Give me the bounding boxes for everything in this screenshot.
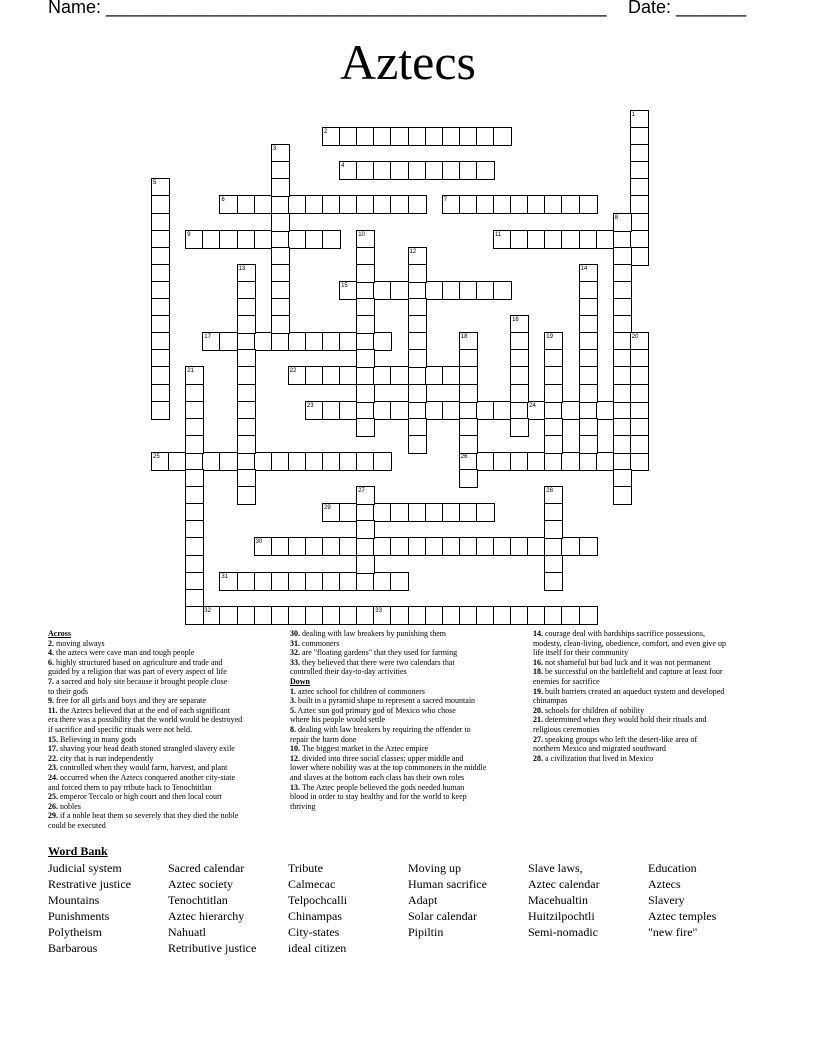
clue-number: 12 (409, 248, 417, 255)
clue-number: 19. (533, 686, 543, 696)
clue-text: moving always (54, 638, 105, 648)
grid-cell[interactable] (630, 384, 649, 403)
clue-line (290, 763, 528, 773)
clue-line (48, 639, 283, 649)
clue-text: thriving (290, 801, 316, 811)
word-bank-item: Pipiltin (408, 925, 444, 939)
page-title: Aztecs (339, 34, 477, 90)
word-bank-item: Tenochtitlan (168, 893, 228, 907)
clue-line (290, 792, 528, 802)
grid-cell[interactable] (356, 264, 375, 283)
clue-line (533, 629, 768, 639)
clue-line (290, 648, 528, 658)
word-bank-item: Slavery (648, 893, 685, 907)
grid-cell[interactable] (356, 555, 375, 574)
grid-cell[interactable] (271, 213, 290, 232)
clue-line (48, 725, 283, 735)
word-bank-item: Aztec hierarchy (168, 909, 245, 923)
clue-number: 31. (290, 638, 300, 648)
word-bank-item: Huitzilpochtli (528, 909, 595, 923)
clue-line (48, 811, 283, 821)
clue-text: life itself for their community (533, 648, 629, 658)
clue-number: 8. (290, 724, 296, 734)
clue-number: 29. (48, 811, 58, 821)
grid-cell[interactable] (579, 384, 598, 403)
grid-cell[interactable] (544, 435, 563, 454)
clue-text: commoners (300, 638, 340, 648)
grid-cell[interactable] (459, 435, 478, 454)
word-bank-column (648, 860, 716, 940)
clue-line (533, 667, 768, 677)
word-bank-item: Punishments (48, 909, 110, 923)
word-bank-item: Semi-nomadic (528, 925, 598, 939)
grid-cell[interactable] (356, 418, 375, 437)
grid-cell[interactable] (373, 332, 392, 351)
clue-section-heading (48, 629, 283, 639)
word-bank-column (288, 860, 347, 956)
clue-number: 27 (358, 488, 365, 495)
grid-cell[interactable] (373, 452, 392, 471)
clue-text: if a noble beat them so severely that they died the noble (58, 811, 239, 821)
clue-line (48, 744, 283, 754)
clue-number: 22. (48, 753, 58, 763)
clue-number: 28. (533, 753, 543, 763)
word-bank-item: Slave laws, (528, 861, 583, 875)
clue-text: The Aztec people believed the gods needed human (300, 782, 465, 792)
clue-number: 24. (48, 772, 58, 782)
clue-text: repair the harm done (290, 734, 357, 744)
clue-line (533, 658, 768, 668)
clue-number: 27. (533, 734, 543, 744)
clue-line (290, 744, 528, 754)
clue-text: where his people would settle (290, 715, 386, 725)
clue-text: they believed that there were two calendars that (300, 657, 455, 667)
clue-number: 26 (460, 453, 468, 460)
clue-number: 29 (324, 505, 331, 512)
word-bank-item: Mountains (48, 893, 100, 907)
clue-number: 8 (614, 214, 619, 221)
clue-number: 17. (48, 744, 58, 754)
clue-number: 20 (631, 334, 639, 341)
clue-text: be successful on the battlefield and capture at least four (543, 667, 723, 677)
clue-line (533, 696, 768, 706)
word-bank-column (528, 860, 600, 940)
word-bank-item: Nahuatl (168, 925, 206, 939)
clue-text: built barriers created an aqueduct system and developed (543, 686, 725, 696)
clue-text: religious ceremonies (533, 724, 600, 734)
clue-line (48, 667, 283, 677)
clue-text: lower where nobility was at the top commoners in the middle (290, 763, 487, 773)
word-bank-item: Barbarous (48, 941, 98, 955)
word-bank-item: Aztec calendar (528, 877, 600, 891)
clue-line (290, 715, 528, 725)
clue-line (290, 629, 528, 639)
clue-text: and slaves at the bottom each class has their own roles (290, 772, 465, 782)
clue-number: 5 (153, 180, 157, 187)
clue-line (533, 687, 768, 697)
clue-number: 21 (187, 368, 194, 375)
name-blank[interactable]: __________________________________________________ (106, 0, 607, 17)
word-bank-item: Telpochcalli (288, 893, 348, 907)
word-bank-item: Education (648, 861, 697, 875)
clue-line (533, 706, 768, 716)
grid-cell[interactable] (185, 606, 204, 625)
grid-cell[interactable] (408, 195, 427, 214)
word-bank-item: Aztec society (168, 877, 233, 891)
clue-text: and forced them to pay tribute back to Tenochtitlan (48, 782, 212, 792)
clue-line (48, 792, 283, 802)
word-bank-item: Chinampas (288, 909, 342, 923)
clue-text: built in a pyramid shape to represent a sacred mountain (296, 696, 476, 706)
clue-text: enemies for sacrifice (533, 676, 600, 686)
clue-line (290, 687, 528, 697)
clue-line (290, 706, 528, 716)
clue-number: 11. (48, 705, 58, 715)
clue-line (48, 754, 283, 764)
grid-cell[interactable] (493, 281, 512, 300)
clue-text: nobles (58, 801, 81, 811)
word-bank-item: Retributive justice (168, 941, 257, 955)
clue-line (290, 658, 528, 668)
clue-number: 12. (290, 753, 300, 763)
clue-text: courage deal with hardships sacrifice possessions, (543, 629, 705, 638)
clue-line (48, 658, 283, 668)
grid-cell[interactable] (408, 349, 427, 368)
clue-number: 2 (324, 129, 328, 135)
clue-number: 5. (290, 705, 296, 715)
clue-number: 13 (238, 265, 246, 272)
clue-text: modesty, clean-living, obedience, comfort, and even give up (533, 638, 726, 648)
clue-text: a sacred and holy site because it brought people close (54, 676, 228, 686)
clue-text: speaking groups who left the desert-like area of (543, 734, 698, 744)
clue-text: dealing with law breakers by punishing them (300, 629, 446, 638)
clue-line (48, 821, 283, 831)
clue-text: could be executed (48, 820, 106, 830)
grid-cell[interactable] (510, 384, 529, 403)
clue-number: 14. (533, 629, 543, 638)
clue-number: 25 (153, 453, 160, 460)
clue-line (48, 715, 283, 725)
clue-text: free for all girls and boys and they are separate (54, 696, 206, 706)
grid-cell[interactable] (271, 178, 290, 197)
name-label: Name: (48, 0, 107, 17)
clue-number: 32. (290, 648, 300, 658)
grid-cell[interactable] (271, 315, 290, 334)
clue-number: 10. (290, 744, 300, 754)
clue-text: chinampas (533, 696, 568, 706)
grid-cell[interactable] (544, 384, 563, 403)
date-blank[interactable]: _______ (676, 0, 747, 17)
grid-cell[interactable] (185, 435, 204, 454)
clue-number: 9 (187, 231, 191, 238)
word-bank-column (408, 860, 487, 940)
clue-text: occurred when the Aztecs conquered another city-state (58, 772, 236, 782)
clue-text: are "floating gardens" that they used for farming (300, 648, 458, 658)
clue-text: emperor Teccalo or high court and then local court (58, 792, 222, 802)
clue-text: controlled their day-to-day activities (290, 667, 407, 677)
clue-number: 14 (580, 265, 588, 272)
word-bank-item: Macehualtin (528, 893, 588, 907)
clue-text: era there was a possibility that the world would be destroyed (48, 715, 243, 725)
clue-line (290, 802, 528, 812)
grid-cell[interactable] (408, 264, 427, 283)
word-bank-item: Judicial system (48, 861, 122, 875)
clue-number: 24 (529, 402, 536, 409)
clue-number: 7 (443, 197, 448, 204)
word-bank-item: Human sacrifice (408, 877, 487, 891)
clue-text: northern Mexico and migrated southward (533, 744, 666, 754)
clue-text: Believing in many gods (58, 734, 137, 744)
clue-line (533, 677, 768, 687)
clue-text: blood in order to stay healthy and for the world to keep (290, 792, 467, 802)
grid-cell[interactable] (237, 486, 256, 505)
clue-number: 1. (290, 686, 296, 696)
clue-line (48, 773, 283, 783)
word-bank-column (168, 860, 256, 956)
clue-number: 4 (341, 163, 345, 170)
word-bank-item: Aztec temples (648, 909, 717, 923)
clue-number: 30. (290, 629, 300, 638)
clue-number: 11 (495, 231, 502, 238)
clue-number: 10 (358, 231, 365, 238)
clue-line (533, 725, 768, 735)
clue-line (533, 744, 768, 754)
clue-line (533, 639, 768, 649)
clue-number: 16 (512, 317, 519, 324)
clue-text: shaving your head death stoned strangled slavery exile (58, 744, 235, 754)
clue-number: 3. (290, 696, 296, 706)
clue-number: 6. (48, 657, 54, 667)
grid-cell[interactable] (476, 503, 495, 522)
clue-line (290, 639, 528, 649)
clue-text: a civilization that lived in Mexico (543, 753, 654, 763)
clue-text: The biggest market in the Aztec empire (300, 744, 429, 754)
clue-text: controlled when they would farm, harvest, and plant (58, 763, 228, 773)
clue-line (48, 763, 283, 773)
clue-text: to their gods (48, 686, 88, 696)
clue-number: 30 (255, 539, 263, 546)
clue-line (48, 696, 283, 706)
grid-cell[interactable] (579, 195, 598, 214)
clue-number: 20. (533, 705, 543, 715)
grid-cell[interactable] (630, 247, 649, 266)
clue-line (290, 667, 528, 677)
word-bank-item: Tribute (288, 861, 323, 875)
word-bank-item: Polytheism (48, 925, 103, 939)
clue-number: 9. (48, 696, 54, 706)
clue-text: aztec school for children of commoners (296, 686, 425, 696)
clue-number: 1 (631, 111, 636, 118)
word-bank-item: Moving up (408, 861, 462, 875)
grid-cell[interactable] (390, 572, 409, 591)
word-bank-item: Solar calendar (408, 909, 477, 923)
clue-number: 31 (221, 573, 229, 580)
clue-line (48, 735, 283, 745)
clue-text: highly structured based on agriculture and trade and (54, 657, 223, 667)
clues-column-1 (48, 629, 283, 830)
grid-cell[interactable] (630, 435, 649, 454)
clue-line (48, 783, 283, 793)
grid-cell[interactable] (579, 606, 598, 625)
clue-line (48, 706, 283, 716)
clue-number: 33 (375, 607, 382, 614)
clue-section-heading (290, 677, 528, 687)
clue-text: Aztec sun god primary god of Mexico who chose (296, 705, 456, 715)
clue-text: the aztecs were cave man and tough people (54, 648, 195, 658)
clue-number: 16. (533, 657, 543, 667)
grid-cell[interactable] (613, 486, 632, 505)
clue-number: 3 (272, 146, 277, 153)
clue-line (48, 677, 283, 687)
clue-number: 33. (290, 657, 300, 667)
grid-cell[interactable] (356, 384, 375, 403)
grid-cell[interactable] (151, 401, 170, 420)
clues-column-2 (290, 629, 528, 811)
clue-number: 32 (204, 607, 211, 614)
word-bank-item: City-states (288, 925, 340, 939)
grid-cell[interactable] (510, 418, 529, 437)
clue-number: 18 (460, 334, 468, 341)
clue-number: 13. (290, 782, 300, 792)
word-bank-column (48, 860, 131, 956)
grid-cell[interactable] (579, 435, 598, 454)
clue-number: 28 (546, 488, 553, 495)
grid-cell[interactable] (630, 452, 649, 471)
clue-number: 15. (48, 734, 58, 744)
clue-line (533, 715, 768, 725)
grid-cell[interactable] (459, 469, 478, 488)
grid-cell[interactable] (544, 572, 563, 591)
clue-number: 7. (48, 676, 54, 686)
grid-cell[interactable] (493, 127, 512, 146)
word-bank-title: Word Bank (48, 844, 108, 858)
grid-cell[interactable] (237, 435, 256, 454)
grid-cell[interactable] (408, 435, 427, 454)
word-bank-item: Restrative justice (48, 877, 131, 891)
clue-line (290, 725, 528, 735)
grid-cell[interactable] (459, 384, 478, 403)
clue-text: city that is run independently (58, 753, 154, 763)
grid-cell[interactable] (356, 349, 375, 368)
word-bank-item: Adapt (408, 893, 438, 907)
clue-number: 21. (533, 715, 543, 725)
grid-cell[interactable] (579, 537, 598, 556)
clue-line (48, 687, 283, 697)
clue-number: 23 (306, 402, 314, 409)
word-bank-item: "new fire" (648, 925, 698, 939)
grid-cell[interactable] (356, 520, 375, 539)
clue-text: the Aztecs believed that at the end of each significant (57, 705, 230, 715)
clue-number: 25. (48, 792, 58, 802)
clue-number: 23. (48, 763, 58, 773)
word-bank-item: Calmecac (288, 877, 336, 891)
clue-line (290, 754, 528, 764)
grid-cell[interactable] (322, 230, 341, 249)
word-bank-item: ideal citizen (288, 941, 347, 955)
clue-text: schools for children of nobility (543, 705, 645, 715)
grid-cell[interactable] (237, 315, 256, 334)
section-label: Across (48, 629, 71, 638)
clue-line (48, 802, 283, 812)
clue-number: 15 (341, 282, 348, 289)
clue-number: 22 (289, 368, 297, 375)
clue-number: 26. (48, 801, 58, 811)
clue-line (290, 696, 528, 706)
clue-text: divided into three social classes; upper middle and (300, 753, 464, 763)
clue-text: if sacrifice and specific rituals were not held. (48, 724, 192, 734)
clue-line (533, 754, 768, 764)
word-bank-item: Sacred calendar (168, 861, 245, 875)
grid-cell[interactable] (356, 315, 375, 334)
clue-number: 18. (533, 667, 543, 677)
word-bank-item: Aztecs (648, 877, 681, 891)
date-label: Date: (628, 0, 677, 17)
clue-number: 2. (48, 638, 54, 648)
clue-number: 19 (546, 334, 553, 341)
clue-line (533, 648, 768, 658)
clue-text: not shameful but bad luck and it was not permanent (543, 657, 711, 667)
grid-cell[interactable] (544, 520, 563, 539)
clue-line (48, 648, 283, 658)
section-label: Down (290, 676, 311, 686)
grid-cell[interactable] (476, 161, 495, 180)
clue-text: dealing with law breakers by requiring the offender to (296, 724, 471, 734)
clue-number: 4. (48, 648, 54, 658)
clue-line (533, 735, 768, 745)
clue-text: determined when they would hold their rituals and (543, 715, 707, 725)
grid-cell[interactable] (408, 384, 427, 403)
clue-number: 6 (221, 197, 225, 204)
clue-number: 17 (204, 334, 211, 341)
clue-line (290, 783, 528, 793)
clue-text: guided by a religion that was part of every aspect of life (48, 667, 227, 677)
clue-line (290, 773, 528, 783)
clues-column-3 (533, 629, 768, 763)
clue-line (290, 735, 528, 745)
